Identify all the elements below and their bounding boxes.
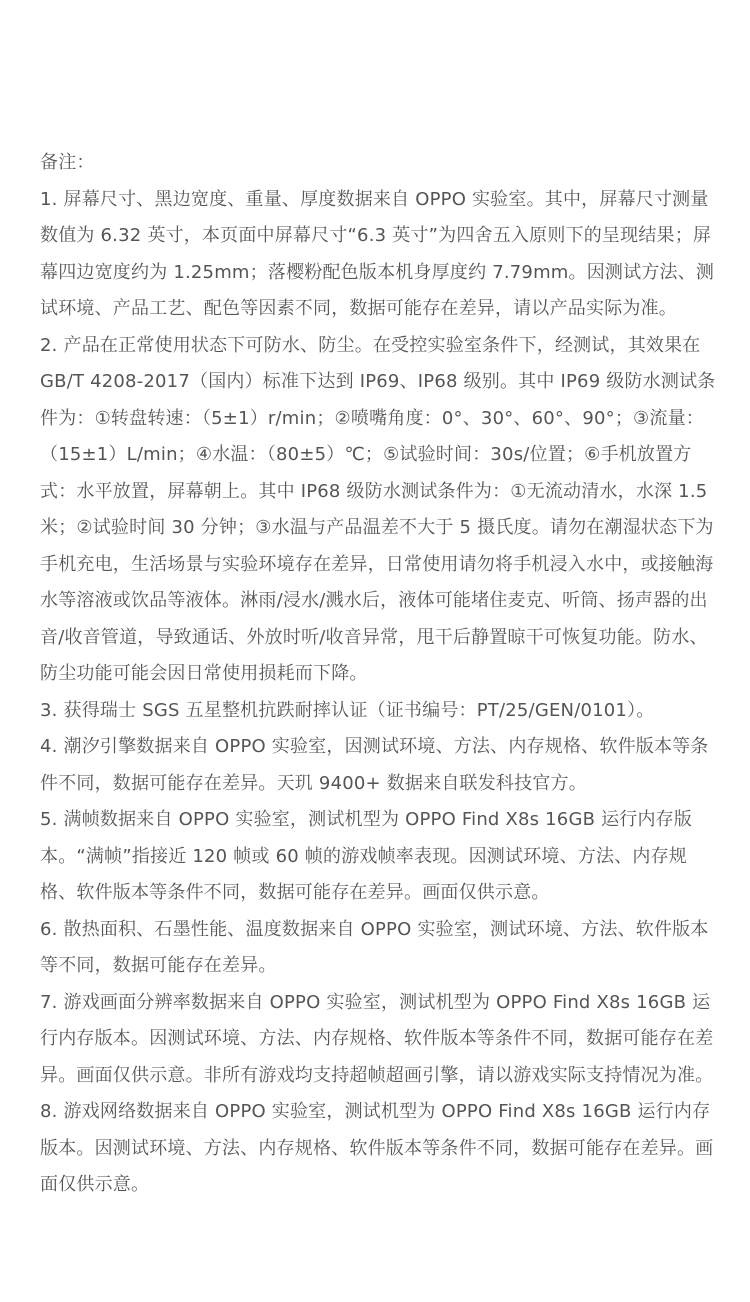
note-item-4: 4. 潮汐引擎数据来自 OPPO 实验室，因测试环境、方法、内存规格、软件版本等条件不同，数据可能存在差异。天玑 9400+ 数据来自联发科技官方。 (40, 736, 709, 794)
note-item-2: 2. 产品在正常使用状态下可防水、防尘。在受控实验室条件下，经测试，其效果在 GB/T 4208-2017（国内）标准下达到 IP69、IP68 级别。其中 IP69 级防水测试条件为：①转盘转速：（5±1）r/min；②喷嘴角度：0°、30°、60°、90°；③流量：（15±1）L/min；④水温：（80±5）℃；⑤试验时间：30s/位置；⑥手机放置方式：水平放置，屏幕朝上。其中 IP68 级防水测试条件为：①无流动清水，水深 1.5 米；②试验时间 30 分钟；③水温与产品温差不大于 5 摄氏度。请勿在潮湿状态下为手机充电，生活场景与实验环境存在差异，日常使用请勿将手机浸入水中，或接触海水等溶液或饮品等液体。淋雨/浸水/溅水后，液体可能堵住麦克、听筒、扬声器的出音/收音管道，导致通话、外放时听/收音异常，甩干后静置晾干可恢复功能。防水、防尘功能可能会因日常使用损耗而下降。 (40, 334, 716, 684)
note-item-1: 1. 屏幕尺寸、黑边宽度、重量、厚度数据来自 OPPO 实验室。其中，屏幕尺寸测量数值为 6.32 英寸，本页面中屏幕尺寸“6.3 英寸”为四舍五入原则下的呈现结果；屏幕四边宽度约为 1.25mm；落樱粉配色版本机身厚度约 7.79mm。因测试方法、测试环境、产品工艺、配色等因素不同，数据可能存在差异，请以产品实际为准。 (40, 188, 715, 319)
note-item-5: 5. 满帧数据来自 OPPO 实验室，测试机型为 OPPO Find X8s 16GB 运行内存版本。“满帧”指接近 120 帧或 60 帧的游戏帧率表现。因测试环境、方法、内存规格、软件版本等条件不同，数据可能存在差异。画面仅供示意。 (40, 809, 693, 903)
notes-title: 备注： (40, 152, 95, 173)
note-item-7: 7. 游戏画面分辨率数据来自 OPPO 实验室，测试机型为 OPPO Find X8s 16GB 运行内存版本。因测试环境、方法、内存规格、软件版本等条件不同，数据可能存在差异。画面仅供示意。非所有游戏均支持超帧超画引擎，请以游戏实际支持情况为准。 (40, 991, 714, 1086)
note-item-3: 3. 获得瑞士 SGS 五星整机抗跌耐摔认证（证书编号：PT/25/GEN/0101）。 (40, 699, 655, 721)
note-item-6: 6. 散热面积、石墨性能、温度数据来自 OPPO 实验室，测试环境、方法、软件版本等不同，数据可能存在差异。 (40, 918, 709, 976)
note-item-8: 8. 游戏网络数据来自 OPPO 实验室，测试机型为 OPPO Find X8s 16GB 运行内存版本。因测试环境、方法、内存规格、软件版本等条件不同，数据可能存在差异。画面仅供示意。 (40, 1101, 714, 1195)
notes-section (40, 145, 720, 1204)
